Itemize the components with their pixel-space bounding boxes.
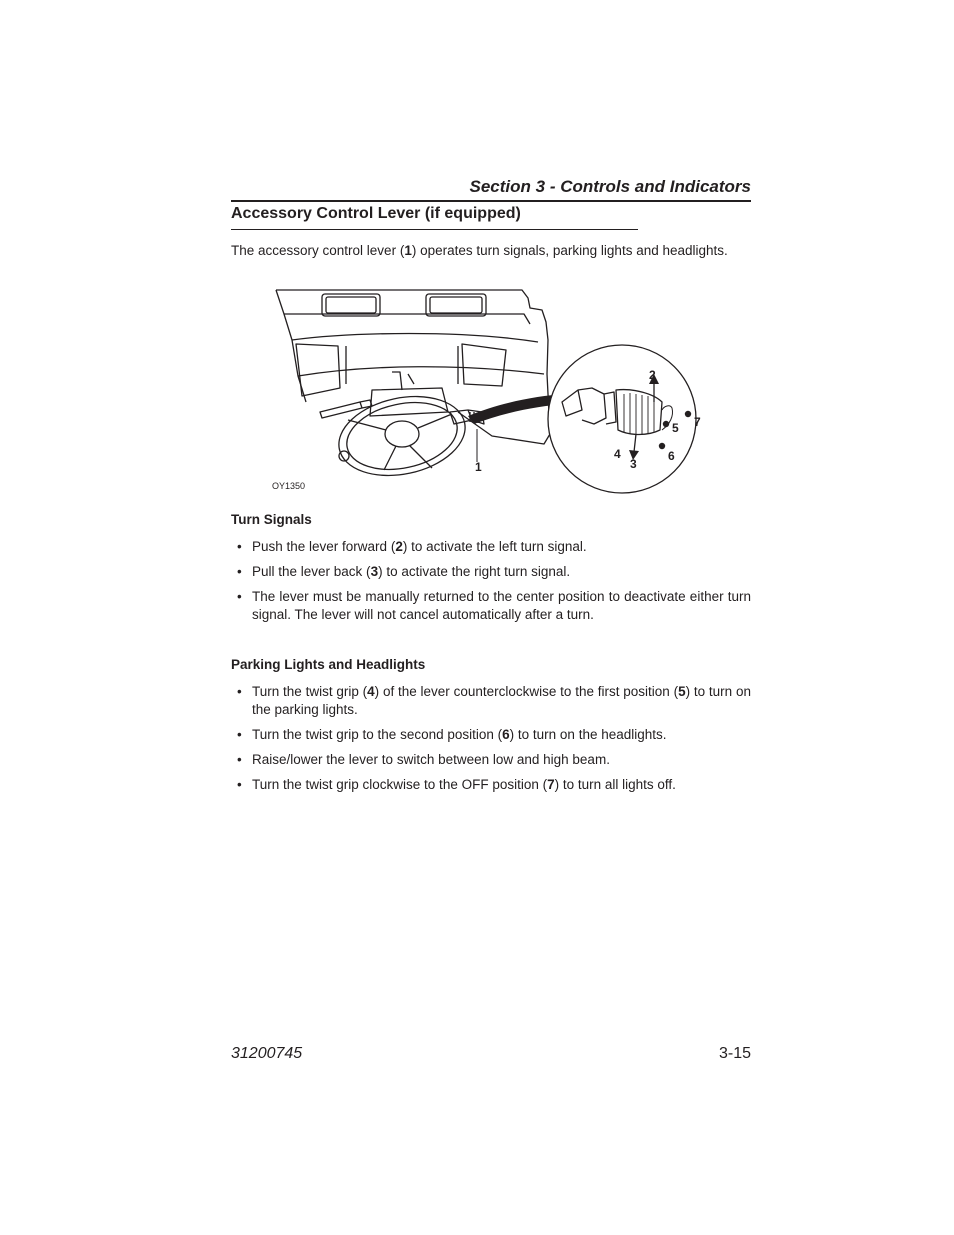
callout-7: 7 bbox=[694, 415, 701, 429]
parking-lights-list bbox=[231, 683, 751, 801]
parking-lights-heading: Parking Lights and Headlights bbox=[231, 657, 426, 672]
callout-1: 1 bbox=[475, 460, 482, 474]
list-item: • Turn the twist grip (4) of the lever counterclockwise to the first position (5) to turn on the parking lights. bbox=[237, 684, 751, 717]
section-header bbox=[231, 176, 751, 202]
turn-signals-list bbox=[231, 538, 751, 631]
dashboard-illustration bbox=[262, 284, 712, 498]
figure-code: OY1350 bbox=[272, 481, 306, 491]
section-title: Section 3 - Controls and Indicators bbox=[469, 177, 751, 196]
list-item: • Pull the lever back (3) to activate the right turn signal. bbox=[237, 564, 571, 579]
turn-signals-heading: Turn Signals bbox=[231, 512, 312, 527]
intro-paragraph: The accessory control lever (1) operates turn signals, parking lights and headlights. bbox=[231, 243, 728, 258]
list-item: • Turn the twist grip clockwise to the OFF position (7) to turn all lights off. bbox=[237, 777, 676, 792]
list-item: • Raise/lower the lever to switch between low and high beam. bbox=[237, 752, 610, 767]
list-item: • The lever must be manually returned to the center position to deactivate either turn signal. The lever will not cancel automatically after a turn. bbox=[237, 589, 751, 622]
callout-5: 5 bbox=[672, 421, 679, 435]
document-number: 31200745 bbox=[231, 1045, 303, 1062]
list-item: • Turn the twist grip to the second position (6) to turn on the headlights. bbox=[237, 727, 667, 742]
title-underline bbox=[231, 229, 638, 230]
callout-3: 3 bbox=[630, 457, 637, 471]
page-number: 3-15 bbox=[718, 1045, 751, 1062]
callout-4: 4 bbox=[614, 447, 621, 461]
accessory-lever-figure bbox=[262, 284, 712, 498]
callout-2: 2 bbox=[649, 368, 656, 382]
page-title: Accessory Control Lever (if equipped) bbox=[231, 205, 521, 222]
callout-6: 6 bbox=[668, 449, 675, 463]
list-item: • Push the lever forward (2) to activate the left turn signal. bbox=[237, 539, 587, 554]
